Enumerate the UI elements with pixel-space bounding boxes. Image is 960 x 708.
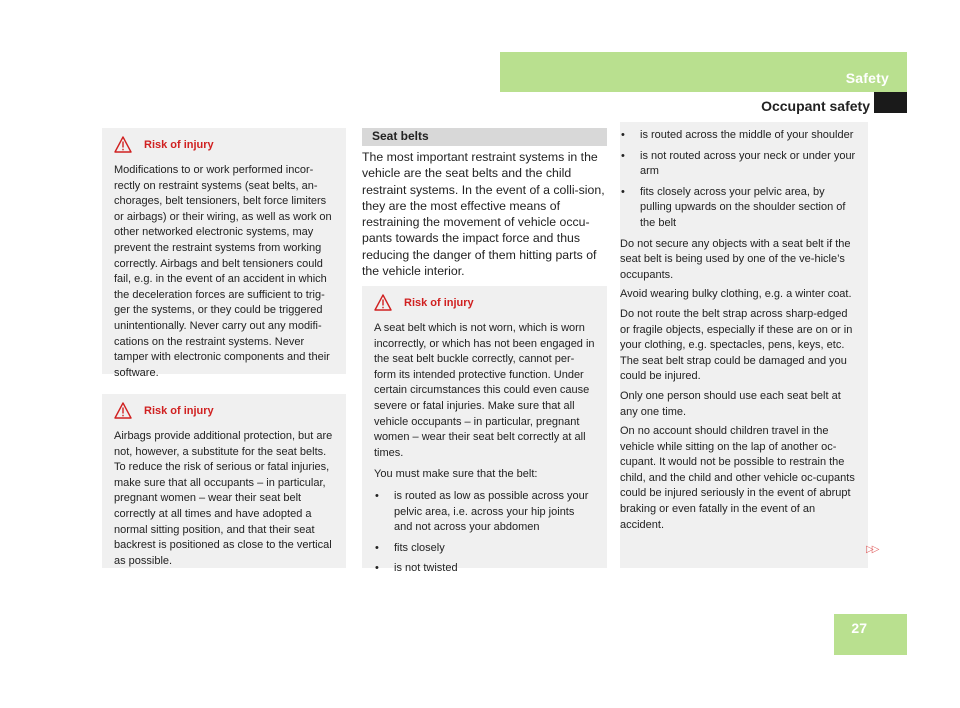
section-title: Safety <box>845 70 889 86</box>
list-item <box>374 489 595 536</box>
bullet-icon: • <box>621 129 625 141</box>
warning-title: Risk of injury <box>404 296 474 309</box>
continued-arrow-icon: ▷▷ <box>866 544 878 555</box>
list-item <box>374 561 595 577</box>
warning-text: A seat belt which is not worn, which is worn incorrectly, or which has not been engaged in the seat belt buckle correctly, cannot per-form its intended protective function. Under certain circumstances this could even cause severe or fatal injuries. Make sure that all vehicle occupants – in particular, pregnant women – wear their seat belt correctly at all times. <box>374 322 595 459</box>
seat-belts-heading: Seat belts <box>372 129 429 143</box>
section-tab-marker <box>874 92 907 113</box>
warning-triangle-icon <box>374 294 392 311</box>
list-item-text: is routed as low as possible across your pelvic area, i.e. across your hip joints and not across your abdomen <box>394 489 589 534</box>
list-item <box>620 149 858 180</box>
warning-box-airbags <box>102 394 346 568</box>
subsection-title: Occupant safety <box>761 98 870 114</box>
list-item-text: fits closely across your pelvic area, by pulling upwards on the shoulder section of the belt <box>640 185 846 229</box>
warning-triangle-icon <box>114 402 132 419</box>
bullet-icon: • <box>375 541 379 554</box>
bullet-icon: • <box>621 149 625 162</box>
seat-belts-intro: The most important restraint systems in the vehicle are the seat belts and the child restraint systems. In the event of a colli-sion, they are the most effective means of restraining the movement of vehicle occu-pants towards the impact force and thus reducing the danger of them hitting parts of the vehicle interior. <box>362 150 605 279</box>
paragraph: Only one person should use each seat belt at any one time. <box>620 389 841 418</box>
warning-header <box>374 294 595 311</box>
bullet-icon: • <box>621 185 625 198</box>
warning-title: Risk of injury <box>144 138 214 151</box>
list-item <box>620 128 858 144</box>
paragraph: Do not route the belt strap across sharp-edged or fragile objects, especially if these are on or in your clothing, e.g. spectacles, pens, keys, etc. The seat belt strap could be damaged and you could be injured. <box>620 307 853 383</box>
warning-instruction: You must make sure that the belt: <box>374 468 538 481</box>
belt-requirements-list-continued <box>620 128 858 232</box>
belt-requirements-list <box>374 489 595 577</box>
warning-box-seat-belt <box>362 286 607 575</box>
page-number-box <box>834 614 907 655</box>
list-item <box>620 185 858 232</box>
list-item-text: is not routed across your neck or under your arm <box>640 149 856 178</box>
warning-text: Modifications to or work performed incor-rectly on restraint systems (seat belts, an-chorages, belt tensioners, belt force limiters or airbags) or their wiring, as well as work on other networked electronic systems, may prevent the restraint systems from working correctly. Airbags and belt tensioners could fail, e.g. in the event of an accident in which the deceleration forces are sufficient to trig-ger the systems, or they could be triggered unintentionally. Never carry out any modifi-cations on the restraint systems. Never tamper with electronic components and their software. <box>114 164 332 379</box>
seat-belts-heading-bar <box>362 128 607 146</box>
warning-header <box>114 136 334 153</box>
warning-box-modifications <box>102 128 346 379</box>
section-header <box>500 52 907 92</box>
list-item-text: is routed across the middle of your shoulder <box>640 129 854 141</box>
warning-title: Risk of injury <box>144 404 214 417</box>
list-item-text: fits closely <box>394 541 445 554</box>
list-item <box>374 541 595 557</box>
paragraph: On no account should children travel in the vehicle while sitting on the lap of another oc-cupant. It would not be possible to restrain the child, and the child and other vehicle oc-cupants could be injured seriously in the event of abrupt braking or even fatally in the event of an accident. <box>620 425 855 531</box>
warning-text: Airbags provide additional protection, but are not, however, a substitute for the seat belts. To reduce the risk of serious or fatal injuries, make sure that all occupants – in particular, pregnant women – wear their seat belt correctly at all times and have adopted a normal sitting position, and that their seat backrest is positioned as close to the vertical as possible. <box>114 430 333 567</box>
paragraph: Do not secure any objects with a seat belt if the seat belt is being used by one of the ve-hicle’s occupants. <box>620 237 851 281</box>
warning-continued-text <box>620 128 858 537</box>
warning-triangle-icon <box>114 136 132 153</box>
list-item-text: is not twisted <box>394 562 458 575</box>
bullet-icon: • <box>375 489 379 502</box>
warning-header <box>114 402 334 419</box>
paragraph: Avoid wearing bulky clothing, e.g. a winter coat. <box>620 288 852 301</box>
bullet-icon: • <box>375 562 379 575</box>
page-number: 27 <box>851 620 867 636</box>
